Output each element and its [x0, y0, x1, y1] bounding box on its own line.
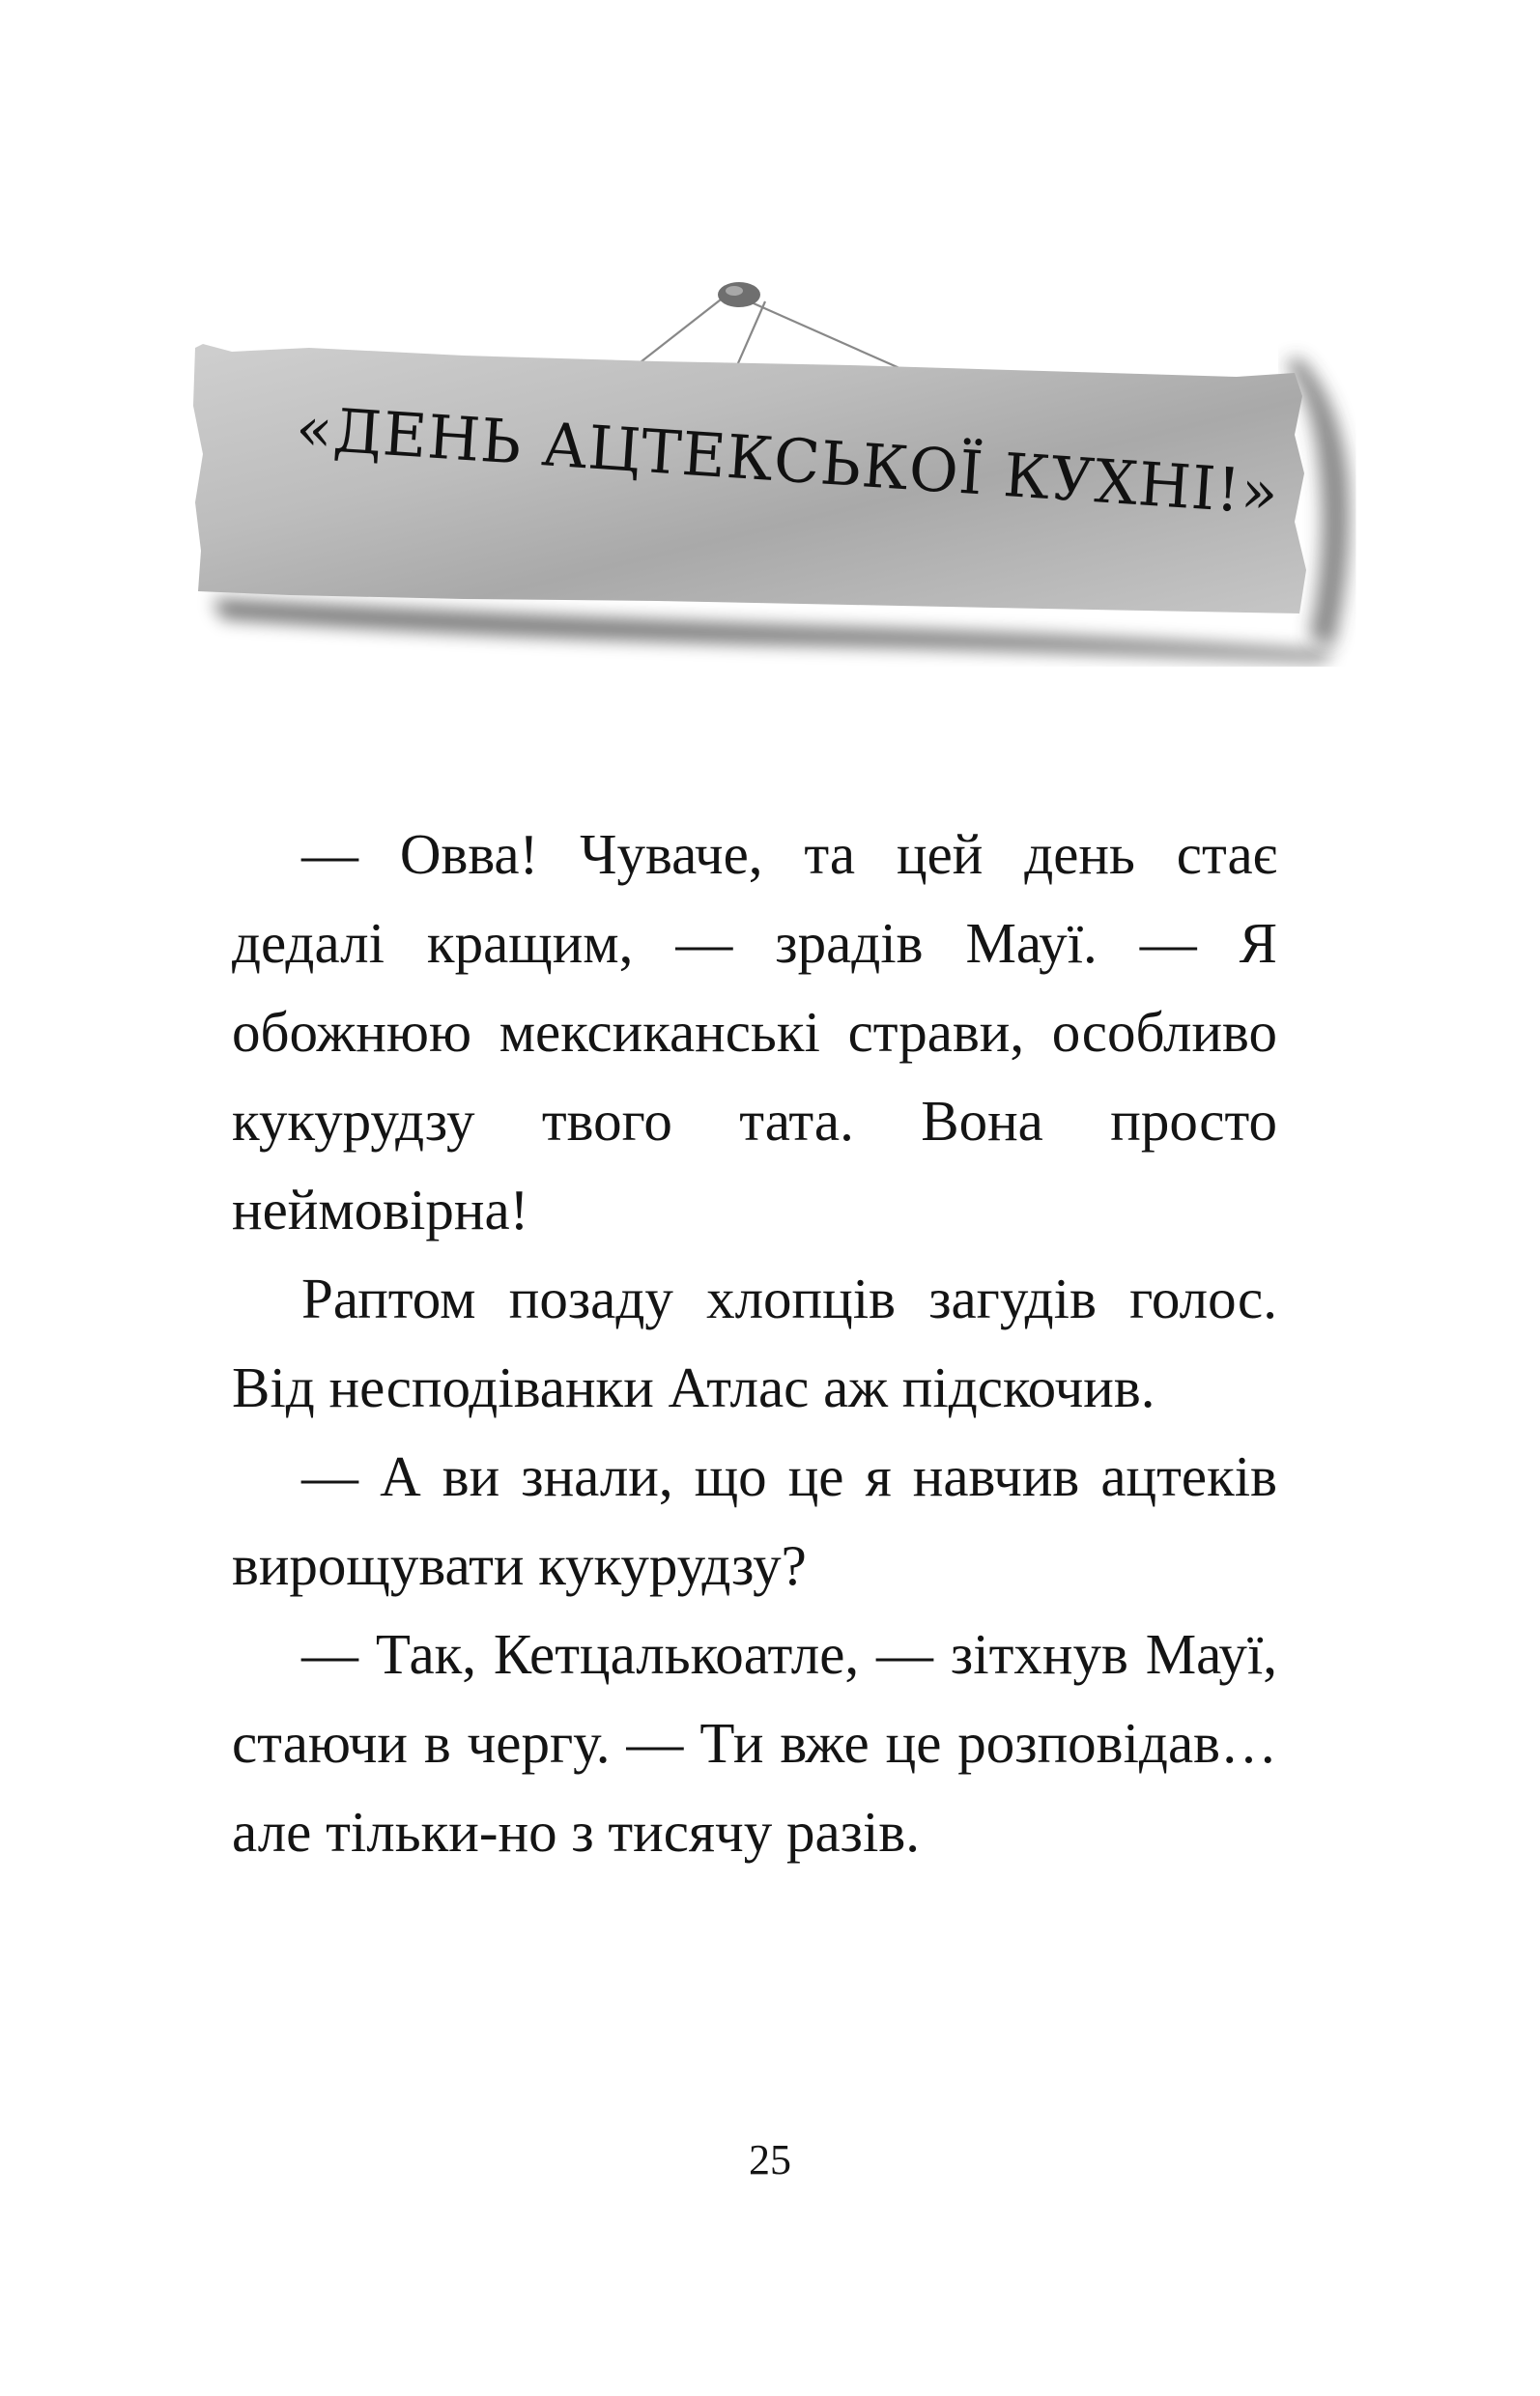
chapter-title: «ДЕНЬ АЦТЕКСЬКОЇ КУХНІ!» [294, 392, 1281, 528]
pin-strings [628, 293, 908, 372]
body-text [232, 810, 1277, 1876]
paragraph: — А ви знали, що це я навчив ацтеків вирощувати кукурудзу? [232, 1444, 1277, 1597]
page-number: 25 [749, 2136, 791, 2183]
paragraph: — Так, Кетцалькоатле, — зітхнув Мауї, стаючи в чергу. — Ти вже це розповідав… але тільки-но з тисячу разів. [232, 1622, 1277, 1864]
paragraph: — Овва! Чуваче, та цей день стає дедалі кращим, — зрадів Мауї. — Я обожнюю мексиканські страви, особливо кукурудзу твого тата. Вона просто неймовірна! [232, 822, 1277, 1241]
chapter-banner [174, 280, 1382, 667]
paragraph: Раптом позаду хлопців загудів голос. Від несподіванки Атлас аж підскочив. [232, 1267, 1277, 1419]
